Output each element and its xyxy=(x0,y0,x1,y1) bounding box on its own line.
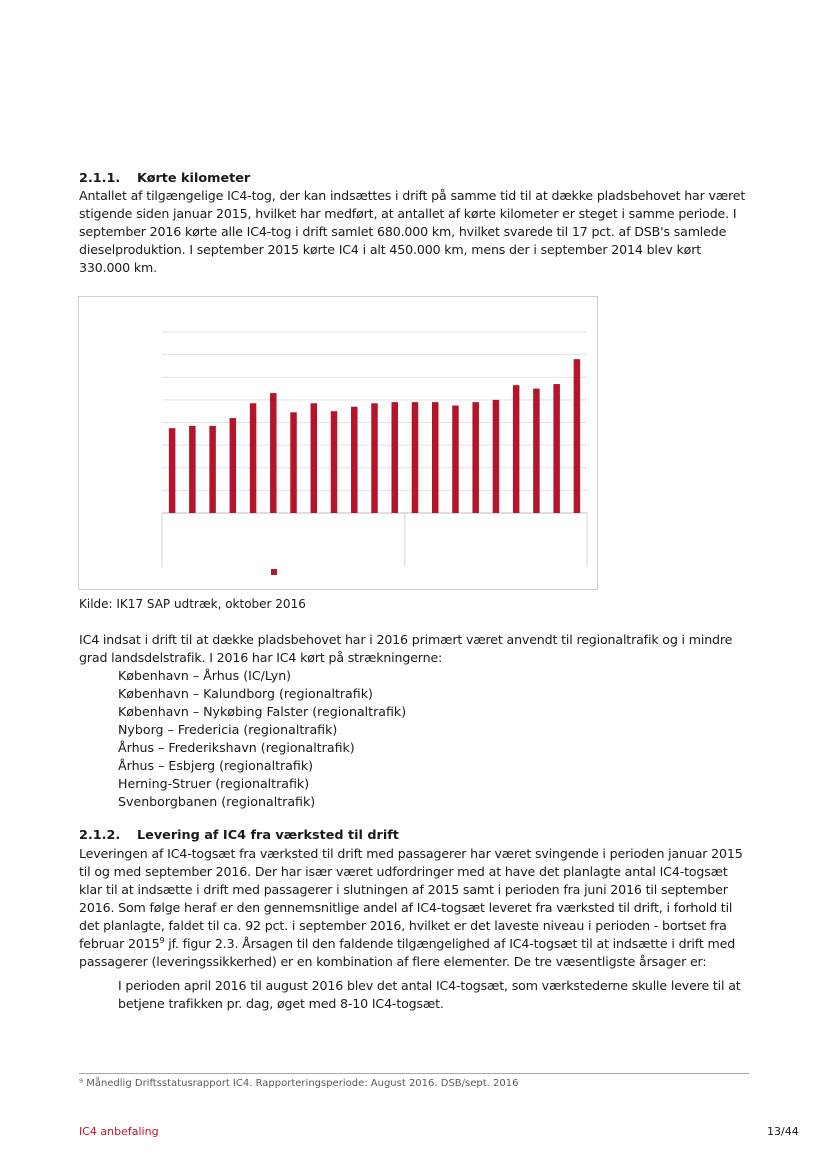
bar-16 xyxy=(472,402,479,513)
routes-intro-paragraph: IC4 indsat i drift til at dække pladsbehovet har i 2016 primært været anvendt til regionaltrafik og i mindre grad landsdelstrafik. I 2016 har IC4 kørt på strækningerne: xyxy=(79,632,733,665)
page-number: 13/44 xyxy=(767,1125,799,1138)
bar-13 xyxy=(412,402,419,513)
chart-source: Kilde: IK17 SAP udtræk, oktober 2016 xyxy=(79,597,306,611)
bar-5 xyxy=(250,403,256,513)
footnote-reference[interactable]: 9 xyxy=(159,935,165,945)
route-item: København – Kalundborg (regionaltrafik) xyxy=(118,686,373,701)
bar-1 xyxy=(169,428,176,513)
bar-14 xyxy=(432,402,439,513)
cause-item: I perioden april 2016 til august 2016 blev det antal IC4-togsæt, som værkstederne skulle levere til at betjene trafikken pr. dag, øget med 8-10 IC4-togsæt. xyxy=(118,978,741,1011)
levering-paragraph-a: Leveringen af IC4-togsæt fra værksted til drift med passagerer har været svingende i perioden januar 2015 til og med september 2016. Der har især været udfordringer med at have det planlagte antal IC4-togsæt klar til at indsætte i drift med passagerer i slutningen af 2015 samt i perioden fra juni 2016 til september 2016. Som følge heraf er den gennemsnitlige andel af IC4-togsæt leveret fra værksted til drift, i forhold til det planlagte, faldet til ca. 92 pct. i september 2016, hvilket er det laveste niveau i perioden - bortset fra februar 2015 xyxy=(79,846,743,951)
section-number: 2.1.2. xyxy=(79,828,121,843)
footer-document-title: IC4 anbefaling xyxy=(79,1125,159,1138)
bar-7 xyxy=(290,412,297,513)
bar-3 xyxy=(209,426,216,513)
bar-17 xyxy=(493,400,500,513)
bar-18 xyxy=(513,385,520,513)
bar-10 xyxy=(351,407,358,513)
section-title: Levering af IC4 fra værksted til drift xyxy=(137,828,399,843)
footnote: ⁹ Månedlig Driftsstatusrapport IC4. Rapporteringsperiode: August 2016. DSB/sept. 2016 xyxy=(79,1078,519,1089)
section-title: Kørte kilometer xyxy=(137,171,251,186)
bar-4 xyxy=(230,418,237,513)
bar-2 xyxy=(189,426,196,513)
route-item: Århus – Frederikshavn (regionaltrafik) xyxy=(118,740,355,755)
route-item: København – Nykøbing Falster (regionaltrafik) xyxy=(118,704,407,719)
section-number: 2.1.1. xyxy=(79,171,121,186)
bar-15 xyxy=(452,406,459,513)
bar-11 xyxy=(371,403,378,513)
legend-swatch xyxy=(271,569,277,575)
route-item: København – Århus (IC/Lyn) xyxy=(118,668,292,683)
route-item: Århus – Esbjerg (regionaltrafik) xyxy=(118,758,314,773)
bar-9 xyxy=(331,411,338,513)
footnote-divider xyxy=(79,1073,749,1074)
bar-12 xyxy=(391,402,398,513)
section-heading-levering xyxy=(79,827,399,845)
bar-8 xyxy=(311,403,318,513)
section-heading-kilometer xyxy=(79,170,250,188)
bar-6 xyxy=(270,393,277,513)
levering-paragraph xyxy=(79,845,749,971)
chart-frame xyxy=(78,296,598,590)
kilometer-paragraph: Antallet af tilgængelige IC4-tog, der kan indsættes i drift på samme tid til at dække pladsbehovet har været stigende siden januar 2015, hvilket har medført, at antallet af kørte kilometer er steget i samme periode. I september 2016 kørte alle IC4-tog i drift samlet 680.000 km, hvilket svarede til 17 pct. af DSB's samlede dieselproduktion. I september 2015 kørte IC4 i alt 450.000 km, mens der i september 2014 blev kørt 330.000 km. xyxy=(79,188,746,275)
route-item: Nyborg – Fredericia (regionaltrafik) xyxy=(118,722,338,737)
bar-21 xyxy=(574,359,581,513)
route-list xyxy=(118,667,406,811)
bar-20 xyxy=(553,384,560,513)
bar-chart xyxy=(79,297,599,591)
route-item: Svenborgbanen (regionaltrafik) xyxy=(118,794,316,809)
route-item: Herning-Struer (regionaltrafik) xyxy=(118,776,310,791)
levering-paragraph-b: jf. figur 2.3. Årsagen til den faldende tilgængelighed af IC4-togsæt til at indsætte i drift med passagerer (leveringssikkerhed) er en kombination af flere elementer. De tre væsentligste årsager er: xyxy=(79,936,736,969)
bar-19 xyxy=(533,389,540,513)
